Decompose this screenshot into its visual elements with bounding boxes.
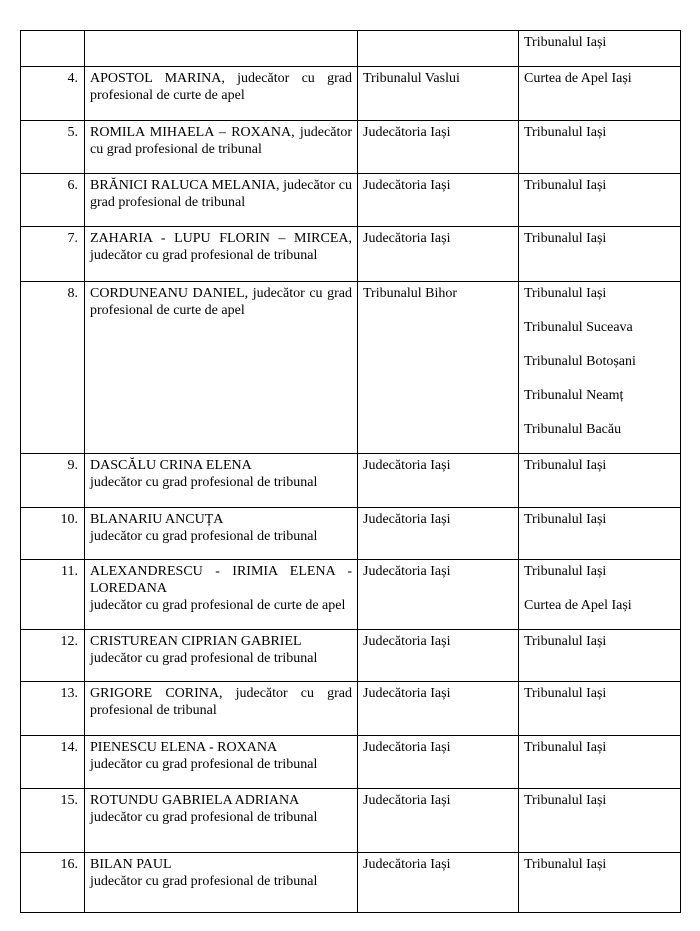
destination-cell (519, 736, 681, 789)
destination-cell (519, 121, 681, 174)
origin-court: Judecătoria Iași (358, 121, 519, 174)
destination-court: Tribunalul Neamț (524, 388, 624, 403)
destination-cell (519, 31, 681, 67)
destination-court: Tribunalul Bacău (524, 422, 622, 437)
row-number: 8. (21, 282, 85, 454)
destination-court: Tribunalul Iași (524, 564, 607, 579)
origin-court: Judecătoria Iași (358, 560, 519, 630)
table-row (21, 227, 681, 282)
judge-cell (85, 789, 358, 853)
row-number: 5. (21, 121, 85, 174)
destination-cell (519, 682, 681, 736)
judge-grade: judecător cu grad profesional de tribunal (90, 651, 318, 666)
destination-cell (519, 560, 681, 630)
destination-court: Tribunalul Iași (524, 231, 607, 246)
judge-cell (85, 630, 358, 682)
judge-cell (85, 121, 358, 174)
judge-grade: judecător cu grad profesional de tribunal (90, 475, 318, 490)
judge-name: ROTUNDU GABRIELA ADRIANA (90, 793, 300, 808)
judge-name: BRĂNICI RALUCA MELANIA, judecător cu grad profesional de tribunal (90, 178, 352, 210)
destination-cell (519, 853, 681, 913)
destination-cell (519, 789, 681, 853)
destination-cell (519, 454, 681, 508)
destination-cell (519, 174, 681, 227)
origin-court: Tribunalul Bihor (358, 282, 519, 454)
destination-cell (519, 227, 681, 282)
destination-court: Tribunalul Suceava (524, 320, 633, 335)
destination-cell (519, 67, 681, 121)
origin-court: Judecătoria Iași (358, 508, 519, 560)
judge-grade: judecător cu grad profesional de tribunal (90, 757, 318, 772)
table-row (21, 630, 681, 682)
row-number: 7. (21, 227, 85, 282)
row-number: 13. (21, 682, 85, 736)
destination-court: Tribunalul Iași (524, 634, 607, 649)
row-number: 14. (21, 736, 85, 789)
judge-cell (85, 174, 358, 227)
judge-cell (85, 67, 358, 121)
destination-court: Tribunalul Iași (524, 686, 607, 701)
row-number: 4. (21, 67, 85, 121)
destination-court: Tribunalul Iași (524, 286, 607, 301)
destination-court: Tribunalul Iași (524, 793, 607, 808)
origin-court: Judecătoria Iași (358, 454, 519, 508)
judge-grade: judecător cu grad profesional de tribunal (90, 810, 318, 825)
table-row (21, 121, 681, 174)
judge-cell (85, 227, 358, 282)
table-row (21, 853, 681, 913)
destination-cell (519, 282, 681, 454)
destination-court: Tribunalul Iași (524, 857, 607, 872)
table-row (21, 282, 681, 454)
origin-court: Judecătoria Iași (358, 174, 519, 227)
destination-court: Tribunalul Iași (524, 512, 607, 527)
row-number: 6. (21, 174, 85, 227)
judge-cell (85, 31, 358, 67)
destination-court: Curtea de Apel Iași (524, 71, 632, 86)
judge-name: BILAN PAUL (90, 857, 172, 872)
table-row (21, 560, 681, 630)
judge-cell (85, 282, 358, 454)
origin-court: Judecătoria Iași (358, 789, 519, 853)
destination-cell (519, 508, 681, 560)
judge-name: DASCĂLU CRINA ELENA (90, 458, 252, 473)
judge-cell (85, 454, 358, 508)
judge-cell (85, 508, 358, 560)
origin-court: Judecătoria Iași (358, 682, 519, 736)
judges-table (20, 30, 681, 913)
judge-cell (85, 853, 358, 913)
table-row (21, 67, 681, 121)
destination-court: Curtea de Apel Iași (524, 598, 632, 613)
judge-name: PIENESCU ELENA - ROXANA (90, 740, 278, 755)
table-row (21, 789, 681, 853)
table-body (21, 31, 681, 913)
row-number: 11. (21, 560, 85, 630)
judge-cell (85, 560, 358, 630)
judge-name: APOSTOL MARINA, judecător cu grad profesional de curte de apel (90, 71, 352, 103)
row-number (21, 31, 85, 67)
origin-court: Judecătoria Iași (358, 853, 519, 913)
judge-grade: judecător cu grad profesional de tribunal (90, 529, 318, 544)
judge-cell (85, 736, 358, 789)
row-number: 16. (21, 853, 85, 913)
origin-court: Judecătoria Iași (358, 227, 519, 282)
judge-name: ROMILA MIHAELA – ROXANA, judecător cu grad profesional de tribunal (90, 125, 352, 157)
destination-court: Tribunalul Iași (524, 458, 607, 473)
row-number: 12. (21, 630, 85, 682)
destination-court: Tribunalul Iași (524, 125, 607, 140)
judge-cell (85, 682, 358, 736)
destination-court: Tribunalul Iași (524, 178, 607, 193)
destination-court: Tribunalul Iași (524, 740, 607, 755)
origin-court (358, 31, 519, 67)
row-number: 15. (21, 789, 85, 853)
judge-name: BLANARIU ANCUȚA (90, 512, 224, 527)
row-number: 9. (21, 454, 85, 508)
judge-name: CORDUNEANU DANIEL, judecător cu grad profesional de curte de apel (90, 286, 352, 318)
origin-court: Judecătoria Iași (358, 630, 519, 682)
table-row (21, 736, 681, 789)
judge-grade: judecător cu grad profesional de tribunal (90, 874, 318, 889)
judge-name: GRIGORE CORINA, judecător cu grad profesional de tribunal (90, 686, 352, 718)
row-number: 10. (21, 508, 85, 560)
table-row (21, 31, 681, 67)
judge-name: CRISTUREAN CIPRIAN GABRIEL (90, 634, 302, 649)
destination-cell (519, 630, 681, 682)
table-row (21, 682, 681, 736)
table-row (21, 454, 681, 508)
origin-court: Judecătoria Iași (358, 736, 519, 789)
judge-name: ZAHARIA - LUPU FLORIN – MIRCEA, judecător cu grad profesional de tribunal (90, 231, 352, 263)
judge-name: ALEXANDRESCU - IRIMIA ELENA - LOREDANA (90, 564, 352, 596)
judge-grade: judecător cu grad profesional de curte de apel (90, 598, 346, 613)
origin-court: Tribunalul Vaslui (358, 67, 519, 121)
table-row (21, 508, 681, 560)
destination-court: Tribunalul Iași (524, 35, 607, 50)
destination-court: Tribunalul Botoșani (524, 354, 636, 369)
table-row (21, 174, 681, 227)
